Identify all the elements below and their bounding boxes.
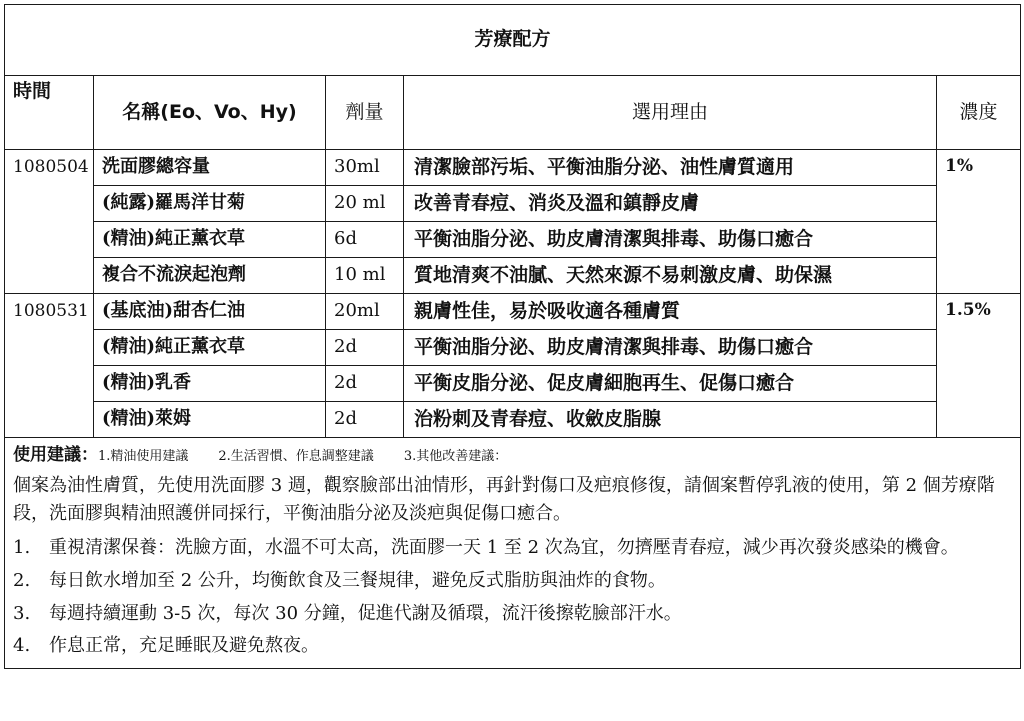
ingredient-name: (精油)純正薰衣草	[94, 222, 326, 258]
tip-number: 3.	[13, 602, 31, 624]
advice-header	[13, 444, 1012, 468]
ingredient-dose: 30ml	[326, 150, 404, 186]
tip-text: 每日飲水增加至 2 公升，均衡飲食及三餐規律，避免反式脂肪與油炸的食物。	[49, 569, 666, 591]
table-title: 芳療配方	[5, 5, 1021, 76]
ingredient-name: (基底油)甜杏仁油	[94, 294, 326, 330]
table-row	[5, 186, 1021, 222]
date-cell-empty	[5, 330, 94, 366]
date-cell-empty	[5, 222, 94, 258]
ingredient-dose: 20ml	[326, 294, 404, 330]
date-cell-empty	[5, 366, 94, 402]
date-cell-empty	[5, 186, 94, 222]
ingredient-name: (精油)乳香	[94, 366, 326, 402]
ingredient-reason: 質地清爽不油膩、天然來源不易刺激皮膚、助保濕	[404, 258, 937, 294]
ingredient-reason: 治粉刺及青春痘、收斂皮脂腺	[404, 402, 937, 438]
ingredient-name: 洗面膠總容量	[94, 150, 326, 186]
list-item	[13, 632, 1012, 660]
ingredient-dose: 6d	[326, 222, 404, 258]
ingredient-dose: 2d	[326, 330, 404, 366]
concentration-cell: 1%	[937, 150, 1021, 294]
table-row	[5, 330, 1021, 366]
ingredient-dose: 20 ml	[326, 186, 404, 222]
ingredient-name: (純露)羅馬洋甘菊	[94, 186, 326, 222]
header-concentration: 濃度	[937, 76, 1021, 150]
table-row	[5, 402, 1021, 438]
ingredient-reason: 親膚性佳，易於吸收適各種膚質	[404, 294, 937, 330]
advice-label: 使用建議：	[13, 445, 98, 465]
list-item	[13, 600, 1012, 628]
header-reason: 選用理由	[404, 76, 937, 150]
ingredient-reason: 清潔臉部污垢、平衡油脂分泌、油性膚質適用	[404, 150, 937, 186]
table-row	[5, 366, 1021, 402]
date-cell: 1080504	[5, 150, 94, 186]
tip-number: 4.	[13, 635, 31, 657]
advice-option: 3.其他改善建議：	[403, 449, 508, 464]
tip-number: 1.	[13, 536, 31, 558]
ingredient-name: 複合不流淚起泡劑	[94, 258, 326, 294]
date-cell: 1080531	[5, 294, 94, 330]
table-row	[5, 222, 1021, 258]
tip-text: 重視清潔保養：洗臉方面，水溫不可太高，洗面膠一天 1 至 2 次為宜，勿擠壓青春痘，減少再次發炎感染的機會。	[49, 536, 959, 558]
advice-option: 1.精油使用建議	[98, 449, 189, 464]
concentration-cell: 1.5%	[937, 294, 1021, 438]
ingredient-reason: 平衡油脂分泌、助皮膚清潔與排毒、助傷口癒合	[404, 222, 937, 258]
usage-advice	[5, 438, 1021, 669]
ingredient-name: (精油)萊姆	[94, 402, 326, 438]
table-row	[5, 258, 1021, 294]
advice-option: 2.生活習慣、作息調整建議	[218, 449, 374, 464]
advice-paragraph: 個案為油性膚質，先使用洗面膠 3 週，觀察臉部出油情形，再針對傷口及疤痕修復，請個案暫停乳液的使用，第 2 個芳療階段，洗面膠與精油照護併同採行，平衡油脂分泌及淡疤與促傷口癒合。	[13, 475, 995, 524]
header-dose: 劑量	[326, 76, 404, 150]
list-item	[13, 534, 1012, 562]
table-row	[5, 150, 1021, 186]
list-item	[13, 567, 1012, 595]
aromatherapy-formula-table	[4, 4, 1021, 669]
date-cell-empty	[5, 402, 94, 438]
ingredient-dose: 2d	[326, 366, 404, 402]
tip-text: 作息正常，充足睡眠及避免熬夜。	[49, 635, 319, 657]
ingredient-reason: 平衡油脂分泌、助皮膚清潔與排毒、助傷口癒合	[404, 330, 937, 366]
ingredient-dose: 2d	[326, 402, 404, 438]
ingredient-reason: 平衡皮脂分泌、促皮膚細胞再生、促傷口癒合	[404, 366, 937, 402]
tip-text: 每週持續運動 3-5 次，每次 30 分鐘，促進代謝及循環，流汗後擦乾臉部汗水。	[49, 602, 682, 624]
date-cell-empty	[5, 258, 94, 294]
table-row	[5, 294, 1021, 330]
header-name: 名稱(Eo、Vo、Hy)	[94, 76, 326, 150]
header-time: 時間	[5, 76, 94, 150]
ingredient-name: (精油)純正薰衣草	[94, 330, 326, 366]
ingredient-reason: 改善青春痘、消炎及溫和鎮靜皮膚	[404, 186, 937, 222]
advice-tips-list	[13, 534, 1012, 661]
tip-number: 2.	[13, 569, 31, 591]
ingredient-dose: 10 ml	[326, 258, 404, 294]
